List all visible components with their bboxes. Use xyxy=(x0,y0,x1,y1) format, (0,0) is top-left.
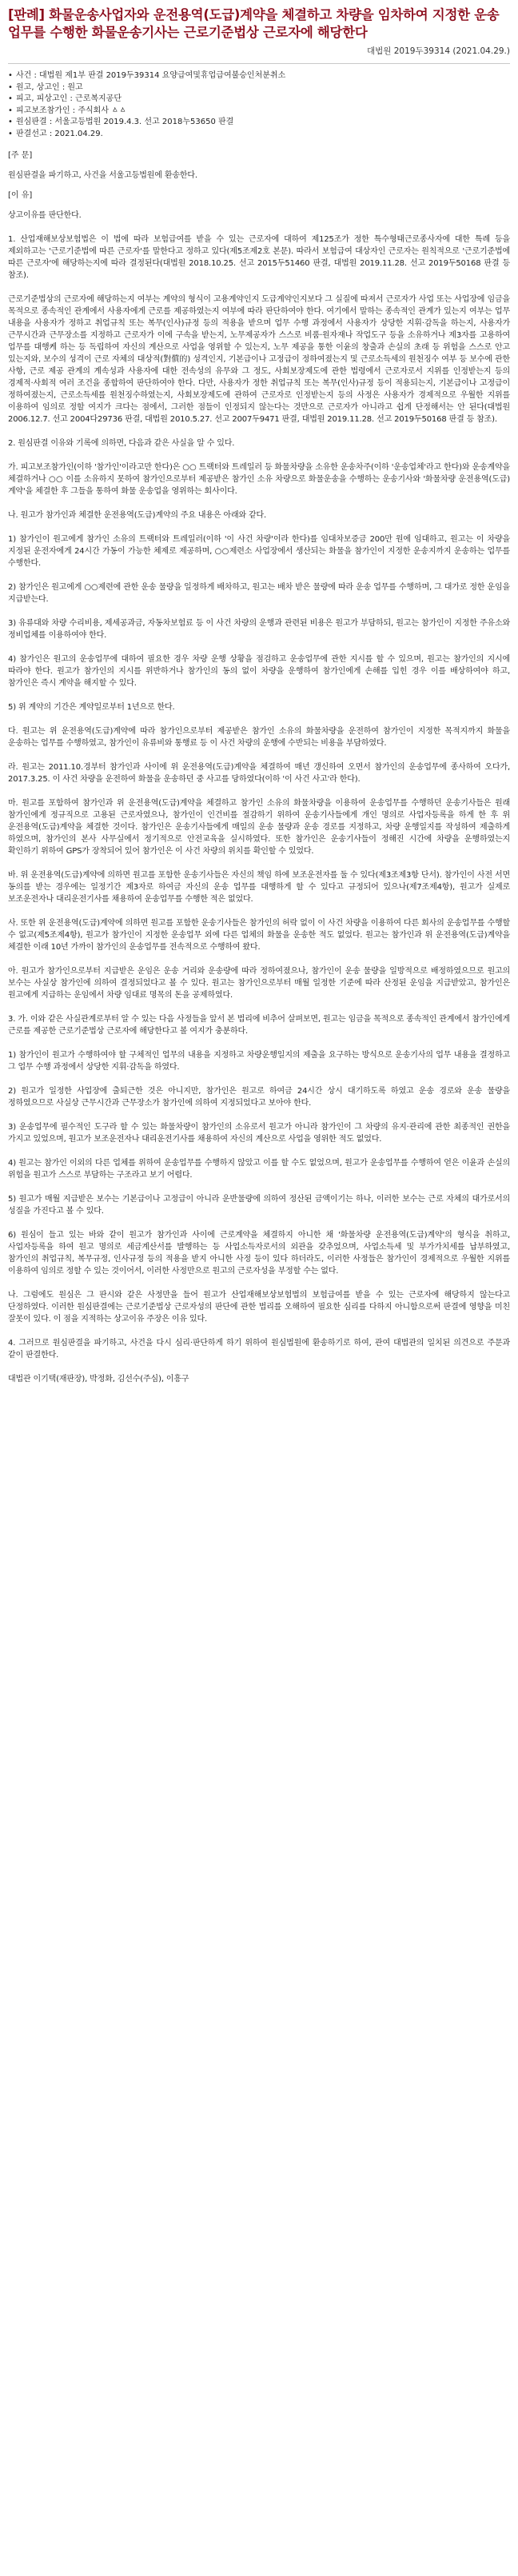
paragraph-24: 나. 그럼에도 원심은 그 판시와 같은 사정만을 들어 원고가 산업재해보상보험법의 보험급여를 받을 수 있는 근로자에 해당하지 않는다고 단정하였다. 이러한 원심판결에는 근로기준법상 근로자성의 판단에 관한 법리를 오해하여 필요한 심리를 다하지 아니함으로써 판결에 영향을 미친 잘못이 있다. 이 점을 지적하는 상고이유 주장은 이유 있다. xyxy=(8,1291,510,1324)
page-title: [판례] 화물운송사업자와 운전용역(도급)계약을 체결하고 차량을 임차하여 지정한 운송업무를 수행한 화물운송기사는 근로기준법상 근로자에 해당한다 xyxy=(8,7,500,40)
paragraph-3: 2. 원심판결 이유와 기록에 의하면, 다음과 같은 사실을 알 수 있다. xyxy=(8,439,235,448)
reason-intro: 상고이유를 판단한다. xyxy=(8,211,82,220)
meta-plaintiff: • 원고, 상고인 : 원고 xyxy=(8,82,510,94)
paragraph-1: 1. 산업재해보상보험법은 이 법에 따라 보험급여를 받을 수 있는 근로자에 대하여 제125조가 정한 특수형태근로종사자에 대한 특례 등을 제외하고는 '근로기준법에 따른 근로자'를 말한다고 정하고 있다(제5조제2호 본문). 따라서 보험급여 대상자인 근로자는 원칙적으로 '근로기준법에 따른 근로자'에 해당하는지에 따라 결정된다(대법원 2018.10.25. 선고 2015두51460 판결, 대법원 2019.11.28. 선고 2019두50168 판결 등 참조). xyxy=(8,235,510,280)
paragraph-18: 1) 참가인이 원고가 수행하여야 할 구체적인 업무의 내용을 지정하고 차량운행일지의 제출을 요구하는 방식으로 운송기사의 업무 내용을 결정하고 그 업무 수행 과정에서 상당한 지휘·감독을 하였다. xyxy=(8,1051,510,1072)
paragraph-10: 5) 위 계약의 기간은 계약일로부터 1년으로 한다. xyxy=(8,703,175,712)
paragraph-2: 근로기준법상의 근로자에 해당하는지 여부는 계약의 형식이 고용계약인지 도급계약인지보다 그 실질에 따져서 근로자가 사업 또는 사업장에 임금을 목적으로 종속적인 관계에서 사용자에게 근로를 제공하였는지 여부에 따라 판단하여야 한다. 여기에서 말하는 종속적인 관계가 있는지 여부는 업무 내용을 사용자가 정하고 취업규칙 또는 복무(인사)규정 등의 적용을 받으며 업무 수행 과정에서 사용자가 상당한 지휘·감독을 하는지, 사용자가 근무시간과 근무장소를 지정하고 근로자가 이에 구속을 받는지, 노무제공자가 스스로 비품·원자재나 작업도구 등을 소유하거나 제3자를 고용하여 업무를 대행케 하는 등 독립하여 자신의 계산으로 사업을 영위할 수 있는지, 노무 제공을 통한 이윤의 창출과 손실의 초래 등 위험을 스스로 안고 있는지와, 보수의 성격이 근로 자체의 대상적(對償的) 성격인지, 기본급이나 고정급이 정하여졌는지 및 근로소득세의 원천징수 여부 등 보수에 관한 사항, 근로 제공 관계의 계속성과 사용자에 대한 전속성의 유무와 그 정도, 사회보장제도에 관한 법령에서 근로자로서 지위를 인정받는지 등의 경제적·사회적 여러 조건을 종합하여 판단하여야 한다. 다만, 사용자가 정한 취업규칙 또는 복무(인사)규정 등이 적용되는지, 기본급이나 고정급이 정하여졌는지, 근로소득세를 원천징수하였는지, 사회보장제도에 관하여 근로자로 인정받는지 등의 사정은 사용자가 경제적으로 우월한 지위를 이용하여 임의로 정할 여지가 크다는 점에서, 그러한 점들이 인정되지 않는다는 것만으로 근로자가 아니라고 쉽게 단정해서는 안 된다(대법원 2006.12.7. 선고 2004다29736 판결, 대법원 2010.5.27. 선고 2007두9471 판결, 대법원 2019.11.28. 선고 2019두50168 판결 등 참조). xyxy=(8,295,510,424)
order-heading: [주 문] xyxy=(8,151,33,160)
meta-intervenor: • 피고보조참가인 : 주식회사 ㅿㅿ xyxy=(8,106,510,118)
paragraph-5: 나. 원고가 참가인과 체결한 운전용역(도급)계약의 주요 내용은 아래와 같다. xyxy=(8,511,267,520)
paragraph-19: 2) 원고가 일정한 사업장에 출퇴근한 것은 아니지만, 참가인은 원고로 하여금 24시간 상시 대기하도록 하였고 운송 경로와 운송 물량을 정하였으므로 사실상 근무시간과 근무장소가 참가인에 의하여 지정되었다고 보아야 한다. xyxy=(8,1087,510,1108)
paragraph-22: 5) 원고가 매월 지급받은 보수는 기본급이나 고정급이 아니라 운반물량에 의하여 정산된 금액이기는 하나, 이러한 보수는 근로 자체의 대가로서의 성질을 가진다고 볼 수 있다. xyxy=(8,1195,510,1216)
divider xyxy=(8,63,510,64)
reason-heading: [이 유] xyxy=(8,191,33,200)
paragraph-13: 마. 원고를 포함하여 참가인과 위 운전용역(도급)계약을 체결하고 참가인 소유의 화물차량을 이용하여 운송업무를 수행하던 운송기사들은 원래 참가인에게 정규직으로 고용된 근로자였으나, 참가인이 인건비를 절감하기 위하여 운송기사들에게 개인 명의로 사업자등록을 하게 한 후 위 운전용역(도급)계약을 체결한 것이다. 참가인은 운송기사들에게 매일의 운송 물량과 운송 경로를 지정하고, 차량 운행일지를 작성하여 제출하게 하였으며, 참가인의 본사 사무실에서 정기적으로 안전교육을 실시하였다. 또한 참가인은 운송기사들이 정해진 시간에 차량을 운행하였는지 확인하기 위하여 GPS가 장착되어 있어 참가인은 이 사건 차량의 위치를 확인할 수 있었다. xyxy=(8,799,510,856)
paragraph-7: 2) 참가인은 원고에게 ○○제련에 관한 운송 물량을 일정하게 배차하고, 원고는 배차 받은 물량에 따라 운송 업무를 수행하며, 그 대가로 정한 운임을 지급받는다. xyxy=(8,583,510,604)
order-text: 원심판결을 파기하고, 사건을 서울고등법원에 환송한다. xyxy=(8,171,197,180)
case-meta-list xyxy=(8,70,510,140)
meta-decision-date: • 판결선고 : 2021.04.29. xyxy=(8,129,510,141)
paragraph-20: 3) 운송업무에 필수적인 도구라 할 수 있는 화물차량이 참가인의 소유로서 원고가 아니라 참가인이 그 차량의 유지·관리에 관한 최종적인 권한을 가지고 있었으며, 원고가 보조운전자나 대리운전기사를 채용하여 자신의 계산으로 사업을 영위한 적도 없었다. xyxy=(8,1123,510,1144)
paragraph-16: 아. 원고가 참가인으로부터 지급받은 운임은 운송 거리와 운송량에 따라 정하여졌으나, 참가인이 운송 물량을 일방적으로 배정하였으므로 원고의 보수는 사실상 참가인에 의하여 결정되었다고 볼 수 있다. 원고는 참가인으로부터 매월 일정한 기준에 따라 산정된 운임을 지급받았고, 참가인은 원고에게 지급하는 운임에서 차량 임대료 명목의 돈을 공제하였다. xyxy=(8,967,510,1000)
meta-lower-court: • 원심판결 : 서울고등법원 2019.4.3. 선고 2018누53650 판결 xyxy=(8,117,510,129)
paragraph-9: 4) 참가인은 원고의 운송업무에 대하여 필요한 경우 차량 운행 상황을 점검하고 운송업무에 관한 지시를 할 수 있으며, 원고는 참가인의 지시에 따라야 한다. 원고가 참가인의 지시를 위반하거나 참가인의 동의 없이 차량을 운행하여 참가인에게 손해를 입힌 경우 이를 배상하여야 하고, 참가인은 즉시 계약을 해지할 수 있다. xyxy=(8,655,510,688)
meta-defendant: • 피고, 피상고인 : 근로복지공단 xyxy=(8,94,510,106)
meta-case: • 사건 : 대법원 제1부 판결 2019두39314 요양급여및휴업급여불승인처분취소 xyxy=(8,70,510,82)
paragraph-21: 4) 원고는 참가인 이외의 다른 업체를 위하여 운송업무를 수행하지 않았고 이를 할 수도 없었으며, 원고가 운송업무를 수행하여 얻은 이윤과 손실의 위험을 원고가 스스로 부담하는 구조라고 보기 어렵다. xyxy=(8,1159,510,1180)
paragraph-17: 3. 가. 이와 같은 사실관계로부터 알 수 있는 다음 사정들을 앞서 본 법리에 비추어 살펴보면, 원고는 임금을 목적으로 종속적인 관계에서 참가인에게 근로를 제공한 근로기준법상 근로자에 해당한다고 볼 여지가 충분하다. xyxy=(8,1015,510,1036)
paragraph-23: 6) 원심이 들고 있는 바와 같이 원고가 참가인과 사이에 근로계약을 체결하지 아니한 채 '화물차량 운전용역(도급)계약'의 형식을 취하고, 사업자등록을 하여 원고 명의로 세금계산서를 발행하는 등 사업소득자로서의 외관을 갖추었으며, 사업소득세 및 부가가치세를 납부하였고, 참가인의 취업규칙, 복무규정, 인사규정 등의 적용을 받지 아니한 사정 등이 있다 하더라도, 이러한 사정들은 참가인이 경제적으로 우월한 지위를 이용하여 임의로 정할 수 있는 것이어서, 이러한 사정만으로 원고의 근로자성을 부정할 수는 없다. xyxy=(8,1231,510,1276)
paragraph-6: 1) 참가인이 원고에게 참가인 소유의 트랙터와 트레일러(이하 '이 사건 차량'이라 한다)를 임대차보증금 200만 원에 임대하고, 원고는 이 차량을 지정된 운전자에게 24시간 가동이 가능한 체제로 제공하며, ○○제련소 사업장에서 생산되는 화물을 참가인이 지정한 운송지까지 운송하는 업무를 수행한다. xyxy=(8,535,510,568)
paragraph-11: 다. 원고는 위 운전용역(도급)계약에 따라 참가인으로부터 제공받은 참가인 소유의 화물차량을 운전하여 참가인이 지정한 목적지까지 화물을 운송하는 업무를 수행하였고, 참가인이 유류비와 통행료 등 이 사건 차량의 운행에 수반되는 비용을 부담하였다. xyxy=(8,727,510,748)
paragraph-15: 사. 또한 위 운전용역(도급)계약에 의하면 원고를 포함한 운송기사들은 참가인의 허락 없이 이 사건 차량을 이용하여 다른 회사의 운송업무를 수행할 수 없고(제5조제4항), 원고가 참가인이 지정한 운송업무 외에 다른 업체의 화물을 운송한 적도 없었다. 원고는 참가인과 위 운전용역(도급)계약을 체결한 이래 10년 가까이 참가인의 운송업무를 전속적으로 수행하여 왔다. xyxy=(8,919,510,952)
judges-line: 대법관 이기택(재판장), 박정화, 김선수(주심), 이흥구 xyxy=(8,1375,189,1384)
paragraph-4: 가. 피고보조참가인(이하 '참가인'이라고만 한다)은 ○○ 트랙터와 트레일러 등 화물차량을 소유한 운송차주(이하 '운송업체'라고 한다)와 운송계약을 체결하거나 ○○ 이를 소유하지 못하여 참가인으로부터 제공받은 참가인 소유 차량으로 화물운송을 수행하는 운송기사와 '화물차량 운전용역(도급)계약'을 체결한 후 그들을 통하여 화물 운송업을 영위하는 회사이다. xyxy=(8,463,510,496)
paragraph-25: 4. 그러므로 원심판결을 파기하고, 사건을 다시 심리·판단하게 하기 위하여 원심법원에 환송하기로 하여, 관여 대법관의 일치된 의견으로 주문과 같이 판결한다. xyxy=(8,1339,510,1360)
paragraph-12: 라. 원고는 2011.10.경부터 참가인과 사이에 위 운전용역(도급)계약을 체결하여 매년 갱신하여 오면서 참가인의 운송업무에 종사하여 오다가, 2017.3.25. 이 사건 차량을 운전하여 화물을 운송하던 중 사고를 당하였다(이하 '이 사건 사고'라 한다). xyxy=(8,763,510,784)
decision-date: 대법원 2019두39314 (2021.04.29.) xyxy=(366,46,510,56)
paragraph-14: 바. 위 운전용역(도급)계약에 의하면 원고를 포함한 운송기사들은 자신의 책임 하에 보조운전자를 둘 수 있다(제3조제3항 단서). 참가인이 사전 서면 동의를 받는 경우에는 일정기간 제3자로 하여금 자신의 운송 업무를 대행하게 할 수 있다고 규정되어 있으나(제7조제4항), 원고가 실제로 보조운전자나 대리운전기사를 채용하여 운송업무를 수행한 적은 없었다. xyxy=(8,871,510,904)
paragraph-8: 3) 유류대와 차량 수리비용, 제세공과금, 자동차보험료 등 이 사건 차량의 운행과 관련된 비용은 원고가 부담하되, 원고는 참가인이 지정한 주유소와 정비업체를 이용하여야 한다. xyxy=(8,619,510,640)
